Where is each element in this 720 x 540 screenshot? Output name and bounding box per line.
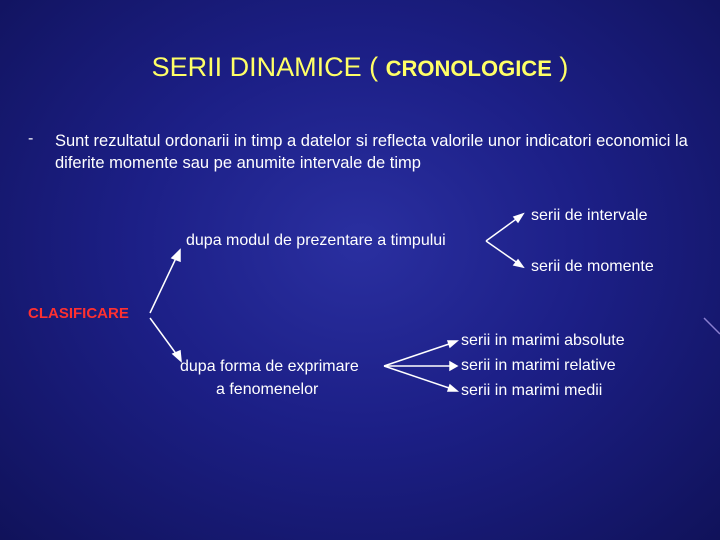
title-end: ) xyxy=(551,52,569,82)
type-intervale: serii de intervale xyxy=(531,207,648,224)
decorative-edge-line xyxy=(704,318,720,334)
arrow-to-momente xyxy=(486,241,519,264)
bullet-marker: - xyxy=(28,130,34,147)
bullet-text: Sunt rezultatul ordonarii in timp a datelor si reflecta valorile unor indicatori economici la diferite momente sau pe anumite intervale de timp xyxy=(55,132,688,172)
type-medii: serii in marimi medii xyxy=(461,382,603,399)
expression-label-line2: a fenomenelor xyxy=(216,381,319,398)
arrow-to-intervale xyxy=(486,217,519,241)
arrowhead-medii xyxy=(448,385,457,391)
expression-label-line1: dupa forma de exprimare xyxy=(180,358,359,375)
presentation-label: dupa modul de prezentare a timpului xyxy=(186,232,446,249)
arrowhead-presentation xyxy=(172,250,180,261)
type-momente: serii de momente xyxy=(531,258,654,275)
arrow-to-absolute xyxy=(384,343,452,366)
title-main: SERII DINAMICE ( xyxy=(151,52,386,82)
type-relative: serii in marimi relative xyxy=(461,357,616,374)
arrowhead-absolute xyxy=(448,341,457,347)
arrow-to-expression xyxy=(150,318,177,355)
arrow-to-presentation xyxy=(150,256,177,313)
arrowhead-intervale xyxy=(514,214,523,222)
arrowhead-relative xyxy=(450,362,457,370)
type-absolute: serii in marimi absolute xyxy=(461,332,625,349)
title-subtitle: CRONOLOGICE xyxy=(385,56,552,81)
classification-root: CLASIFICARE xyxy=(28,305,129,322)
arrow-to-medii xyxy=(384,366,452,389)
